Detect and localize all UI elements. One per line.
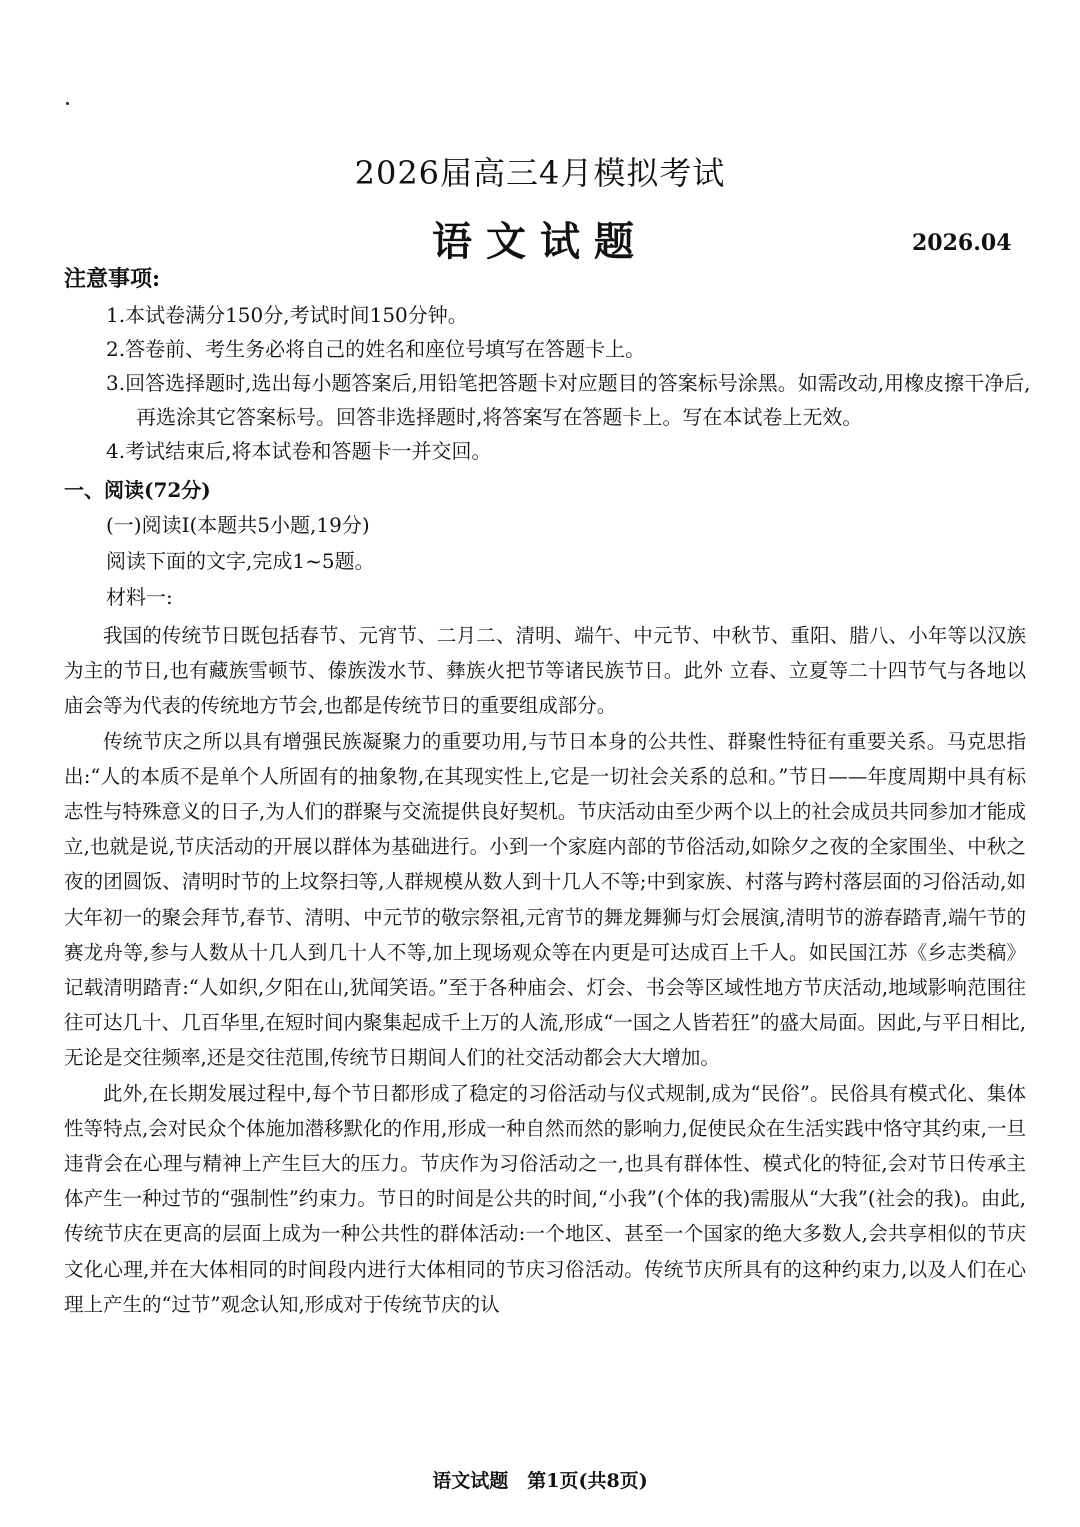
scan-dot [66,102,69,105]
notice-heading: 注意事项: [64,266,161,292]
notice-item-1: 1.本试卷满分150分,考试时间150分钟。 [106,303,468,327]
material-paragraph-2: 传统节庆之所以具有增强民族凝聚力的重要功用,与节日本身的公共性、群聚性特征有重要关系。马克思指出:“人的本质不是单个人所固有的抽象物,在其现实性上,它是一切社会关系的总和。”节日——年度周期中具有标志性与特殊意义的日子,为人们的群聚与交流提供良好契机。节庆活动由至少两个以上的社会成员共同参加才能成立,也就是说,节庆活动的开展以群体为基础进行。小到一个家庭内部的节俗活动,如除夕之夜的全家围坐、中秋之夜的团圆饭、清明时节的上坟祭扫等,人群规模从数人到十几人不等;中到家族、村落与跨村落层面的习俗活动,如大年初一的聚会拜节,春节、清明、中元节的敬宗祭祖,元宵节的舞龙舞狮与灯会展演,清明节的游春踏青,端午节的赛龙舟等,参与人数从十几人到几十人不等,加上现场观众等在内更是可达成百上千人。如民国江苏《乡志类稿》记载清明踏青:“人如织,夕阳在山,犹闻笑语。”至于各种庙会、灯会、书会等区域性地方节庆活动,地域影响范围往往可达几十、几百华里,在短时间内聚集起成千上万的人流,形成“一国之人皆若狂”的盛大局面。因此,与平日相比,无论是交往频率,还是交往范围,传统节日期间人们的社交活动都会大大增加。 [64,729,1026,1070]
exam-title: 2026届高三4月模拟考试 [354,154,726,192]
material-paragraph-1: 我国的传统节日既包括春节、元宵节、二月二、清明、端午、中元节、中秋节、重阳、腊八、小年等以汉族为主的节日,也有藏族雪顿节、傣族泼水节、彝族火把节等诸民族节日。此外 立春、立夏等二十四节气与各地以庙会等为代表的传统地方节会,也都是传统节日的重要组成部分。 [64,624,1026,718]
notice-item-2: 2.答卷前、考生务必将自己的姓名和座位号填写在答题卡上。 [106,337,646,361]
notice-list [106,298,1041,468]
notice-item-3: 3.回答选择题时,选出每小题答案后,用铅笔把答题卡对应题目的答案标号涂黑。如需改动,用橡皮擦干净后,再选涂其它答案标号。回答非选择题时,将答案写在答题卡上。写在本试卷上无效。 [106,371,1031,429]
section-title: 一、阅读(72分) [64,478,211,502]
part-title: (一)阅读Ⅰ(本题共5小题,19分) [106,513,370,537]
material-label: 材料一: [106,585,173,609]
subject-title: 语文试题 [432,218,648,265]
exam-date: 2026.04 [912,230,1012,256]
material-text [64,618,1026,1322]
page-footer: 语文试题 第1页(共8页) [432,1470,648,1492]
material-paragraph-3: 此外,在长期发展过程中,每个节日都形成了稳定的习俗活动与仪式规制,成为“民俗”。民俗具有模式化、集体性等特点,会对民众个体施加潜移默化的作用,形成一种自然而然的影响力,促使民众在生活实践中恪守其约束,一旦违背会在心理与精神上产生巨大的压力。节庆作为习俗活动之一,也具有群体性、模式化的特征,会对节日传承主体产生一种过节的“强制性”约束力。节日的时间是公共的时间,“小我”(个体的我)需服从“大我”(社会的我)。由此,传统节庆在更高的层面上成为一种公共性的群体活动:一个地区、甚至一个国家的绝大多数人,会共享相似的节庆文化心理,并在大体相同的时间段内进行大体相同的节庆习俗活动。传统节庆所具有的这种约束力,以及人们在心理上产生的“过节”观念认知,形成对于传统节庆的认 [64,1081,1026,1316]
notice-item-4: 4.考试结束后,将本试卷和答题卡一并交回。 [106,439,492,463]
reading-instruction: 阅读下面的文字,完成1~5题。 [106,549,375,573]
